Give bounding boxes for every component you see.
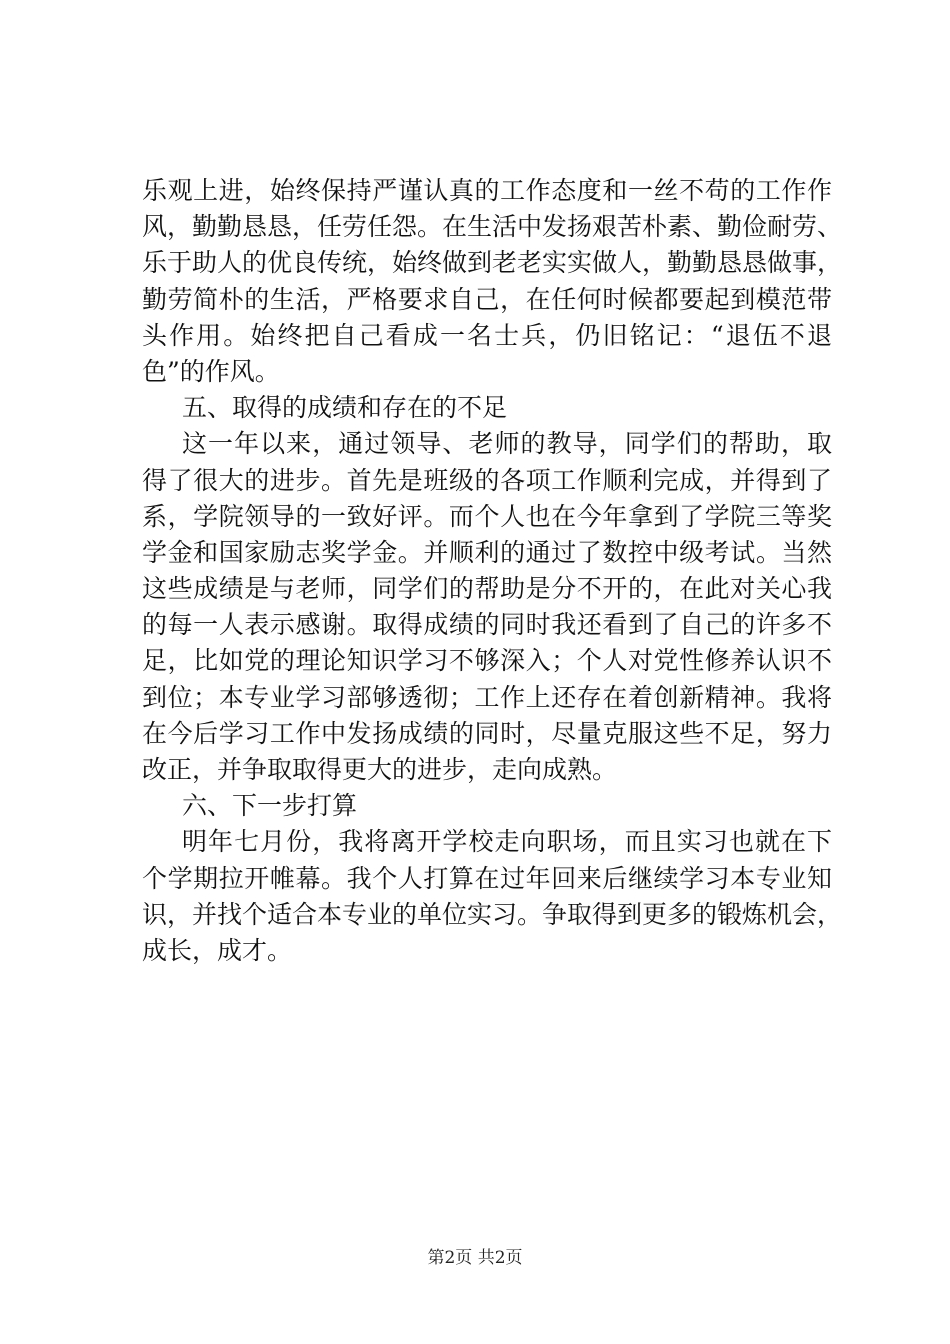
text-line: 风，勤勤恳恳，任劳任怨。在生活中发扬艰苦朴素、勤俭耐劳、 (142, 212, 843, 242)
text-line: 识，并找个适合本专业的单位实习。争取得到更多的锻炼机会， (142, 899, 843, 929)
text-line: 得了很大的进步。首先是班级的各项工作顺利完成，并得到了 (142, 465, 832, 495)
text-line: 成长，成才。 (142, 935, 293, 965)
text-line: 色”的作风。 (142, 356, 280, 386)
text-line: 的每一人表示感谢。取得成绩的同时我还看到了自己的许多不 (142, 610, 832, 640)
page-number-footer: 第2页 共2页 (427, 1248, 523, 1268)
document-body (142, 173, 843, 969)
text-line: 到位；本专业学习部够透彻；工作上还存在着创新精神。我将 (142, 682, 832, 712)
text-line: 勤劳简朴的生活，严格要求自己，在任何时候都要起到模范带 (142, 284, 832, 314)
text-line: 这一年以来，通过领导、老师的教导，同学们的帮助，取 (182, 429, 832, 459)
text-line: 明年七月份，我将离开学校走向职场，而且实习也就在下 (182, 827, 832, 857)
paragraph-conduct (142, 173, 843, 390)
text-line: 改正，并争取取得更大的进步，走向成熟。 (142, 755, 618, 784)
text-line: 足，比如党的理论知识学习不够深入；个人对党性修养认识不 (142, 646, 832, 676)
text-line: 乐观上进，始终保持严谨认真的工作态度和一丝不苟的工作作 (142, 176, 832, 205)
text-line: 头作用。始终把自己看成一名士兵，仍旧铭记：“退伍不退 (142, 320, 832, 350)
text-line: 个学期拉开帷幕。我个人打算在过年回来后继续学习本专业知 (142, 863, 832, 893)
paragraph-achievements (142, 426, 832, 788)
paragraph-next-steps (142, 824, 843, 969)
text-line: 学金和国家励志奖学金。并顺利的通过了数控中级考试。当然 (142, 537, 832, 567)
text-line: 在今后学习工作中发扬成绩的同时，尽量克服这些不足，努力 (142, 718, 832, 748)
section-heading-next-steps: 六、下一步打算 (182, 791, 358, 821)
text-line: 系，学院领导的一致好评。而个人也在今年拿到了学院三等奖 (142, 501, 832, 531)
text-line: 乐于助人的优良传统，始终做到老老实实做人，勤勤恳恳做事， (142, 248, 843, 278)
section-heading-achievements: 五、取得的成绩和存在的不足 (182, 393, 508, 423)
text-line: 这些成绩是与老师，同学们的帮助是分不开的，在此对关心我 (142, 574, 832, 604)
